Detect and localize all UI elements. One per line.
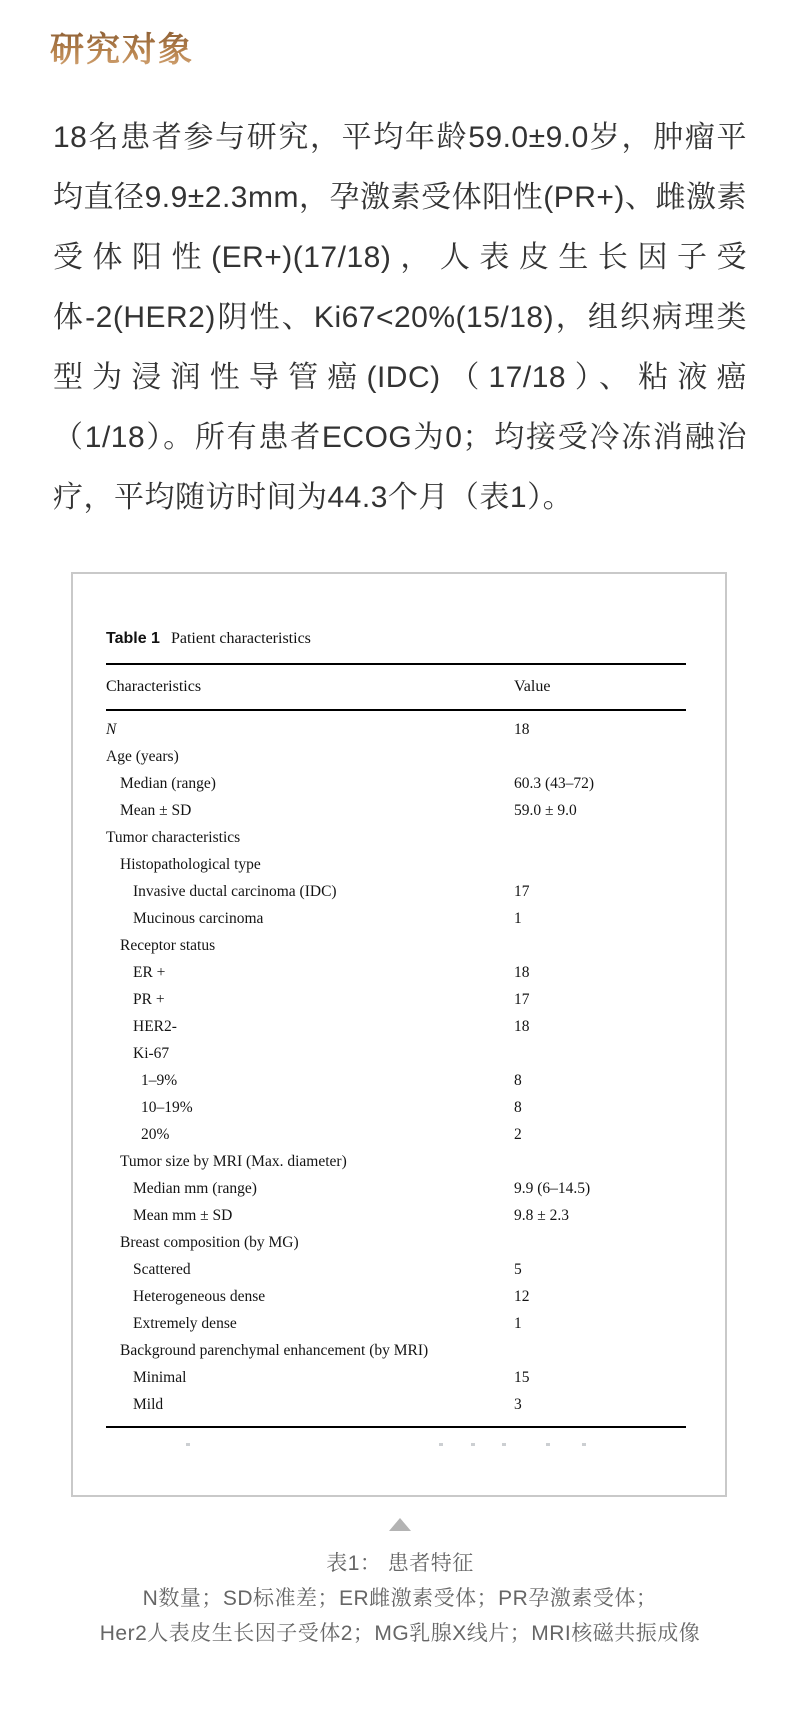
row-label: Mean mm ± SD	[133, 1206, 233, 1224]
table-header-value: Value	[514, 678, 551, 695]
row-label: Median (range)	[120, 774, 216, 792]
row-label: Age (years)	[106, 747, 179, 765]
table-row	[106, 959, 686, 986]
row-label: Minimal	[133, 1368, 187, 1386]
row-label: Invasive ductal carcinoma (IDC)	[133, 882, 337, 900]
figure-caption	[0, 1546, 800, 1651]
table-title-text: Patient characteristics	[170, 630, 311, 647]
row-value: 60.3 (43–72)	[514, 774, 595, 792]
table-row	[106, 1013, 686, 1040]
table-title-label: Table 1	[106, 630, 160, 647]
clipped-footnote-remnant	[106, 1441, 686, 1451]
table-row	[106, 905, 686, 932]
table-row	[106, 1148, 686, 1175]
row-value: 8	[514, 1071, 522, 1089]
row-value: 15	[514, 1368, 530, 1386]
row-label: Mucinous carcinoma	[133, 909, 264, 927]
table-row	[106, 1040, 686, 1067]
caption-abbrev-line-1: N数量；SD标准差；ER雌激素受体；PR孕激素受体；	[142, 1587, 658, 1610]
table-row	[106, 797, 686, 824]
table-row	[106, 1337, 686, 1364]
table-figure[interactable]	[71, 572, 727, 1497]
table-row	[106, 1364, 686, 1391]
table-row	[106, 743, 686, 770]
row-value: 8	[514, 1098, 522, 1116]
caption-abbrev-line-2: Her2人表皮生长因子受体2；MG乳腺X线片；MRI核磁共振成像	[99, 1622, 701, 1645]
table-row	[106, 770, 686, 797]
row-label: Tumor characteristics	[106, 828, 241, 846]
row-label: Ki-67	[133, 1044, 170, 1062]
table-row	[106, 1067, 686, 1094]
row-label: Extremely dense	[133, 1314, 237, 1332]
row-label: Scattered	[133, 1260, 191, 1278]
table-row	[106, 1229, 686, 1256]
row-value: 18	[514, 1017, 530, 1035]
section-heading: 研究对象	[50, 30, 194, 72]
row-label: 1–9%	[141, 1071, 178, 1089]
row-value: 1	[514, 1314, 522, 1332]
row-value: 2	[514, 1125, 522, 1143]
table-row	[106, 1256, 686, 1283]
table-rows	[106, 711, 686, 1428]
table-row	[106, 1175, 686, 1202]
row-label: Heterogeneous dense	[133, 1287, 266, 1305]
caption-arrow-up-icon	[389, 1518, 411, 1531]
table-title	[106, 630, 686, 648]
row-label: N	[106, 720, 117, 738]
row-label: 20%	[141, 1125, 170, 1143]
table-row	[106, 1094, 686, 1121]
row-label: ER +	[133, 963, 166, 981]
row-value: 17	[514, 990, 530, 1008]
row-value: 18	[514, 963, 530, 981]
table-row	[106, 1310, 686, 1337]
row-label: Mean ± SD	[120, 801, 192, 819]
table-row	[106, 878, 686, 905]
row-label: Background parenchymal enhancement (by MRI)	[120, 1341, 429, 1359]
row-label: Breast composition (by MG)	[120, 1233, 299, 1251]
table-row	[106, 716, 686, 743]
table-row	[106, 1283, 686, 1310]
row-value: 12	[514, 1287, 530, 1305]
caption-title: 表1： 患者特征	[326, 1552, 474, 1575]
table-header-row	[106, 663, 686, 711]
row-value: 9.9 (6–14.5)	[514, 1179, 591, 1197]
row-label: Receptor status	[120, 936, 216, 954]
row-value: 18	[514, 720, 530, 738]
row-value: 1	[514, 909, 522, 927]
row-value: 59.0 ± 9.0	[514, 801, 577, 819]
table-row	[106, 932, 686, 959]
body-paragraph: 18名患者参与研究，平均年龄59.0±9.0岁，肿瘤平均直径9.9±2.3mm，孕激素受体阳性(PR+)、雌激素受体阳性(ER+)(17/18)，人表皮生长因子受体-2(HER2)阴性、Ki67<20%(15/18)，组织病理类型为浸润性导管癌(IDC)（17/18）、粘液癌（1/18）。所有患者ECOG为0；均接受冷冻消融治疗，平均随访时间为44.3个月（表1）。	[53, 121, 747, 514]
row-label: HER2-	[133, 1017, 177, 1035]
table-row	[106, 851, 686, 878]
row-label: Mild	[133, 1395, 164, 1413]
row-label: Tumor size by MRI (Max. diameter)	[120, 1152, 347, 1170]
row-value: 5	[514, 1260, 522, 1278]
row-label: PR +	[133, 990, 165, 1008]
table-header-characteristics: Characteristics	[106, 678, 202, 695]
row-value: 17	[514, 882, 530, 900]
row-value: 9.8 ± 2.3	[514, 1206, 570, 1224]
row-label: Histopathological type	[120, 855, 261, 873]
table-row	[106, 1391, 686, 1418]
table-row	[106, 986, 686, 1013]
row-label: 10–19%	[141, 1098, 193, 1116]
row-label: Median mm (range)	[133, 1179, 257, 1197]
table-row	[106, 1121, 686, 1148]
row-value: 3	[514, 1395, 522, 1413]
table-row	[106, 824, 686, 851]
table-row	[106, 1202, 686, 1229]
